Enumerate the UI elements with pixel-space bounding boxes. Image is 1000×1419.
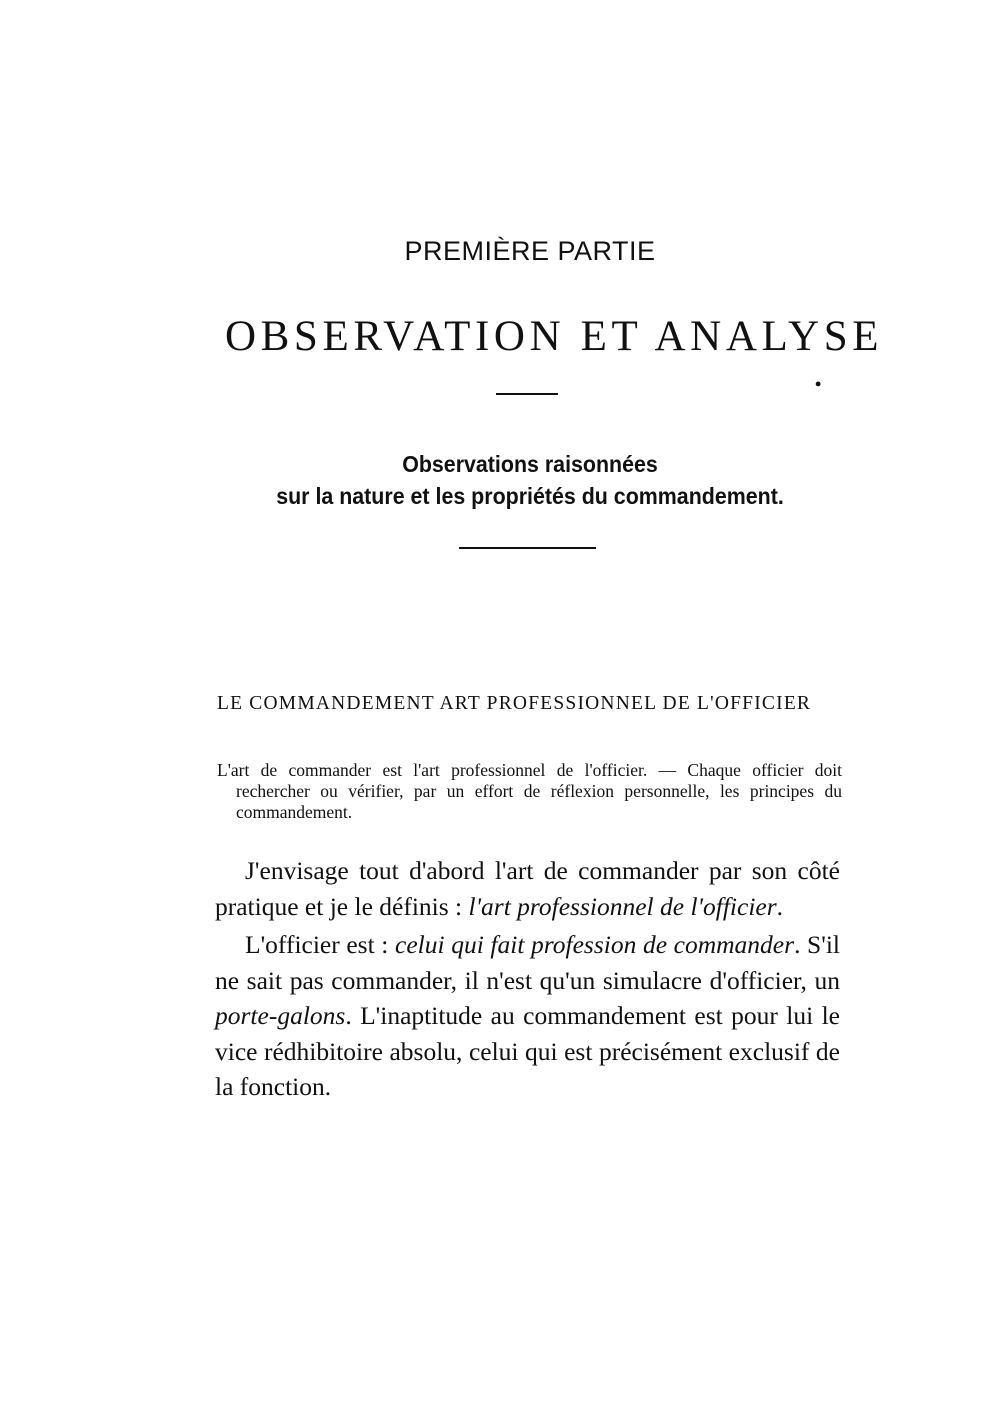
paragraph-1: [215, 853, 840, 924]
paragraph-2-text-2: . S'il ne sait pas commander, il n'est qu'un simulacre d'officier, un: [215, 930, 841, 995]
part-label: PREMIÈRE PARTIE: [404, 236, 656, 266]
subtitle-line-2: sur la nature et les propriétés du commandement.: [276, 483, 784, 509]
title-rule: [496, 393, 558, 395]
body-text: [215, 853, 840, 1105]
subtitle-rule: [459, 547, 596, 549]
paragraph-2-italic-2: porte-galons: [215, 1001, 346, 1030]
section-summary: [217, 760, 842, 823]
paragraph-1-italic: l'art professionnel de l'officier: [468, 891, 777, 921]
subtitle-line-1: Observations raisonnées: [402, 451, 658, 477]
part-subtitle: [37, 448, 1000, 512]
paragraph-1-end: .: [776, 891, 784, 921]
summary-text: L'art de commander est l'art professionnel de l'officier. — Chaque officier doit rechercher ou vérifier, par un effort de réflexion personnelle, les principes du commandement.: [217, 760, 842, 822]
paragraph-1-text: J'envisage tout d'abord l'art de commander par son côté pratique et je le définis :: [215, 856, 840, 921]
section-heading: LE COMMANDEMENT ART PROFESSIONNEL DE L'OFFICIER: [217, 693, 812, 714]
stray-mark: •: [815, 374, 822, 394]
paragraph-2-italic-1: celui qui fait profession de commander: [395, 930, 795, 959]
part-title: OBSERVATION ET ANALYSE: [225, 313, 884, 360]
paragraph-2-text-3: . L'inaptitude au commandement est pour lui le vice rédhibitoire absolu, celui qui est précisément exclusif de la fonction.: [215, 1001, 840, 1101]
paragraph-2-text-1: L'officier est :: [245, 930, 396, 959]
paragraph-2: [215, 927, 840, 1105]
